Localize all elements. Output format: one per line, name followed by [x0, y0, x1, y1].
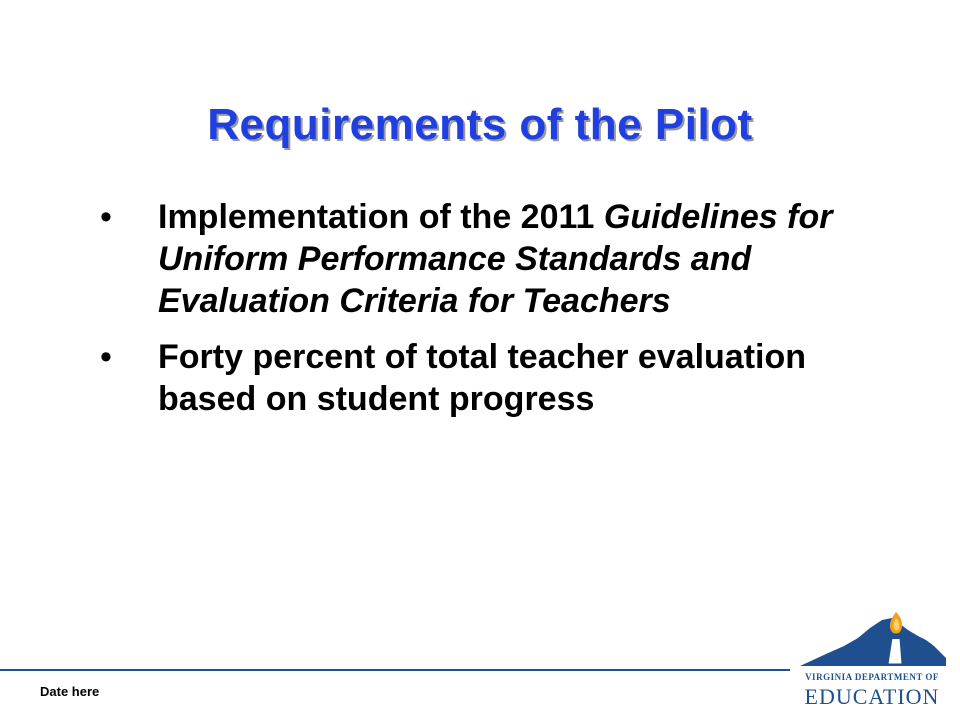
bullet-item [100, 336, 860, 420]
footer-date: Date here [40, 684, 100, 699]
bullet-marker: • [100, 338, 112, 376]
logo-text-bottom: EDUCATION [804, 684, 940, 709]
bullet-marker: • [100, 198, 112, 236]
logo-text-top: VIRGINIA DEPARTMENT OF [805, 672, 939, 682]
footer-divider [0, 669, 790, 671]
bullet-text-emphasis: Guidelines for Uniform Performance Standards and Evaluation Criteria for Teachers [158, 198, 833, 320]
slide-title: Requirements of the Pilot [207, 100, 753, 149]
vdoe-logo [796, 606, 948, 712]
bullet-text: Implementation of the 2011 [158, 198, 604, 236]
bullet-text: Forty percent of total teacher evaluation based on student progress [158, 338, 807, 418]
bullet-item [100, 196, 860, 322]
virginia-state-torch-icon [796, 606, 948, 670]
bullet-list [100, 196, 860, 434]
